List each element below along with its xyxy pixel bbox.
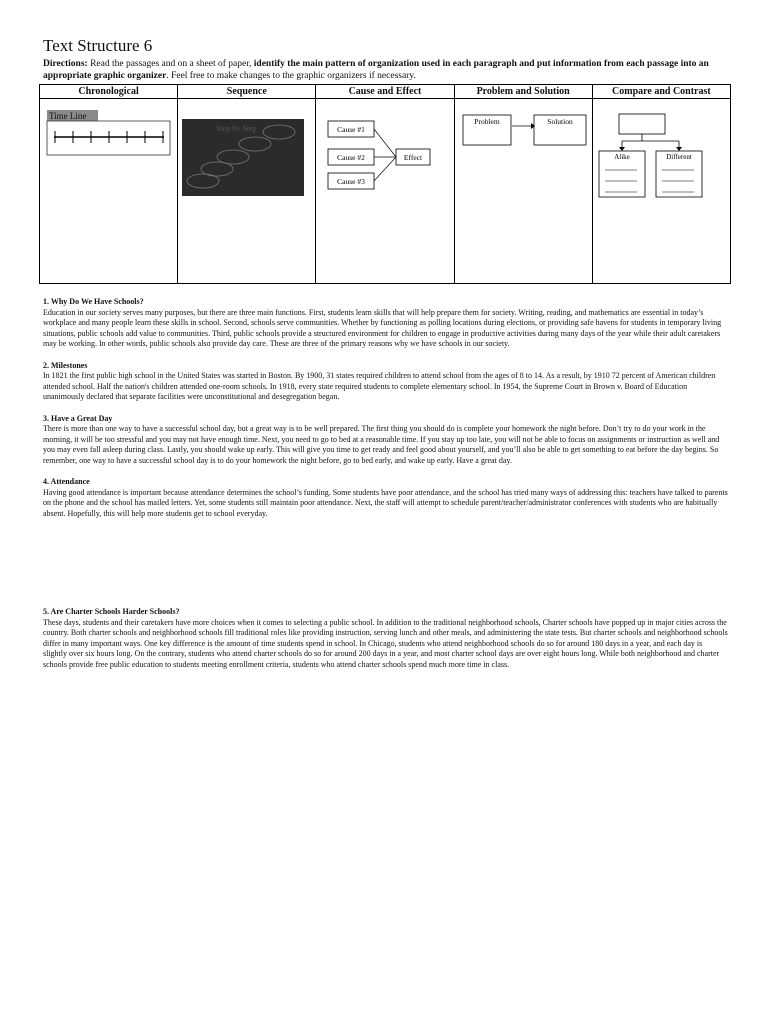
directions-text-1: Read the passages and on a sheet of paper, bbox=[87, 59, 254, 69]
cause-2-label: Cause #2 bbox=[337, 153, 366, 162]
cell-compare-contrast bbox=[592, 99, 730, 284]
effect-label: Effect bbox=[404, 153, 423, 162]
passage-body: These days, students and their caretakers have more choices when it comes to selecting a public school. In addition to the traditional neighborhood schools, Charter schools have popped up in major cities across the country. Both charter schools and neighborhood schools fill traditional roles like providing instruction, serving lunch and other meals, and administering the state tests. But charter schools and neighborhood schools differ in many important ways. One key difference is the amount of time students spend in school. In Chicago, students who attend neighborhood schools do so for around 180 days in a year, and each day is slightly over six hours long. On the contrary, students who attend charter schools do so for around 200 days in a year, and most charter school days are over eight hours long. While both neighborhood and charter schools provide free public education to students meeting enrollment criteria, students who attend charter schools spend much more time in class. bbox=[43, 617, 728, 669]
problem-solution-organizer bbox=[455, 99, 593, 283]
directions-bold: identify the main pattern of organization used in each paragraph and put information from each passage into an appropriate graphic organizer bbox=[43, 59, 709, 81]
passage-4 bbox=[43, 477, 728, 519]
passage-heading: 2. Milestones bbox=[43, 360, 88, 370]
passage-heading: 3. Have a Great Day bbox=[43, 413, 113, 423]
alike-label: Alike bbox=[613, 153, 630, 161]
directions-text-2: . Feel free to make changes to the graphic organizers if necessary. bbox=[166, 71, 416, 81]
passage-2 bbox=[43, 361, 728, 403]
passage-body: In 1821 the first public high school in the United States was started in Boston. By 1900, 31 states required children to attend school from the ages of 8 to 14. As a result, by 1910 72 percent of American children attended school. Half the nation's children attended one-room schools. In 1918, every state required students to complete elementary school. In 1954, the Supreme Court in Brown v. Board of Education unanimously declared that separate facilities were unconstitutional and desegregation began. bbox=[43, 371, 716, 401]
solution-label: Solution bbox=[546, 117, 573, 126]
cause-effect-organizer bbox=[316, 99, 454, 283]
header-chronological: Chronological bbox=[40, 85, 178, 99]
sequence-label: Step by Step bbox=[216, 124, 257, 133]
passage-5 bbox=[43, 607, 728, 670]
passage-3 bbox=[43, 414, 728, 467]
cell-sequence bbox=[178, 99, 316, 284]
page-title: Text Structure 6 bbox=[43, 36, 153, 55]
passage-body: Having good attendance is important because attendance determines the school’s funding. Some students have poor attendance, and the school has tried many ways of addressing this: teachers have talked to parents on the phone and the school has mailed letters. Yet, some students still maintain poor attendance. Next, the staff will attempt to schedule parent/teacher/administrator conferences with students who are habitually absent. Hopefully, this will help more students get to school everyday. bbox=[43, 487, 728, 518]
header-problem-solution: Problem and Solution bbox=[454, 85, 592, 99]
cause-1-label: Cause #1 bbox=[337, 125, 366, 134]
graphic-organizers-table bbox=[39, 84, 731, 284]
timeline-organizer bbox=[40, 99, 178, 283]
sequence-organizer bbox=[178, 99, 316, 283]
cell-cause-effect bbox=[316, 99, 454, 284]
header bbox=[43, 36, 733, 82]
passage-heading: 5. Are Charter Schools Harder Schools? bbox=[43, 607, 180, 616]
cell-chronological bbox=[40, 99, 178, 284]
header-compare-contrast: Compare and Contrast bbox=[592, 85, 730, 99]
topic-box bbox=[619, 114, 665, 134]
problem-label: Problem bbox=[473, 117, 500, 126]
passages bbox=[43, 297, 728, 681]
cell-problem-solution bbox=[454, 99, 592, 284]
directions bbox=[43, 58, 733, 82]
passage-1 bbox=[43, 297, 728, 350]
passage-body: There is more than one way to have a successful school day, but a great way is to be well prepared. The first thing you should do is complete your homework the night before. Don’t try to do your work in the morning, it will be too stressful and you may not have enough time. Next, you need to go to bed at a reasonable time. If you stay up too late, you will not be able to focus on assignments or instruction as well and you may even fall asleep during class. Lastly, you should wake up early. This will give you time to get ready and feel good about yourself, and you’ll also be able to get something to eat before the day begins. So remember, one way to have a successful school day is to do your homework the night before, go to bed early, and wake up early. Have a great day. bbox=[43, 424, 720, 465]
header-cause-effect: Cause and Effect bbox=[316, 85, 454, 99]
different-label: Different bbox=[665, 153, 692, 161]
passage-heading: 1. Why Do We Have Schools? bbox=[43, 297, 144, 306]
passage-body: Education in our society serves many purposes, but there are three main functions. First, students learn skills that will help prepare them for society. Writing, reading, and mathematics are essential in today’s workplace and many people learn these skills in school. Second, schools serve communities. Whether by functioning as polling locations during elections, or providing safe havens for students in temporary living situations, public schools add value to communities. Third, public schools provide a structured environment for children to engage in productive activities during many days of the year while their adult caretakers may be working. In other words, public schools also provide day care. These are three of the primary reasons why we have schools in our society. bbox=[43, 307, 722, 348]
header-sequence: Sequence bbox=[178, 85, 316, 99]
compare-contrast-organizer bbox=[593, 99, 731, 283]
passage-heading: 4. Attendance bbox=[43, 477, 90, 486]
directions-label: Directions: bbox=[43, 59, 88, 69]
cause-3-label: Cause #3 bbox=[337, 177, 366, 186]
timeline-label: Time Line bbox=[49, 111, 87, 121]
